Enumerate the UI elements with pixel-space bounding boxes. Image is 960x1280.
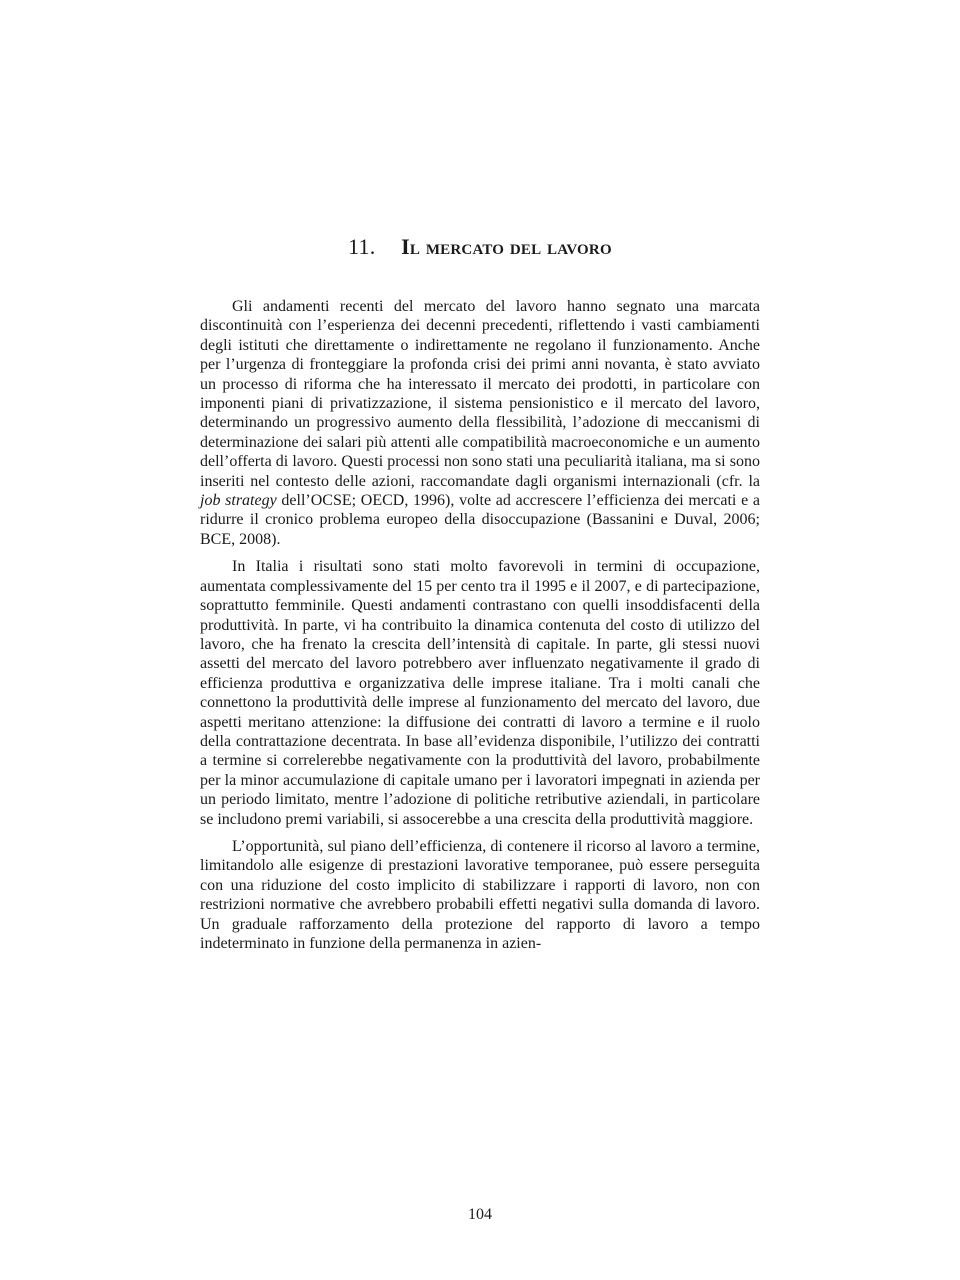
- paragraph-1-italic-term: job strategy: [200, 492, 277, 510]
- page-number: 104: [468, 1206, 492, 1223]
- paragraph-2: In Italia i risultati sono stati molto favorevoli in termini di occupazione, aumentata complessivamente del 15 per cento tra il 1995 e il 2007, e di partecipazione, soprattutto femminile. Questi andamenti contrastano con quelli insoddisfacenti della produttività. In parte, vi ha contribuito la dinamica contenuta del costo di utilizzo del lavoro, che ha frenato la crescita dell’intensità di capitale. In parte, gli stessi nuovi assetti del mercato del lavoro potrebbero aver influenzato negativamente il grado di efficienza produttiva e organizzativa delle imprese italiane. Tra i molti canali che connettono la produttività delle imprese al funzionamento del mercato del lavoro, due aspetti meritano attenzione: la diffusione dei contratti di lavoro a termine e il ruolo della contrattazione decentrata. In base all’evidenza disponibile, l’utilizzo dei contratti a termine si correlerebbe negativamente con la produttività del lavoro, probabilmente per la minor accumulazione di capitale umano per i lavoratori impegnati in azienda per un periodo limitato, mentre l’adozione di politiche retributive aziendali, in particolare se includono premi variabili, si assocerebbe a una crescita della produttività maggiore.: [200, 558, 760, 828]
- body-text: [200, 297, 760, 961]
- chapter-number: 11.: [348, 234, 376, 259]
- chapter-title: Il mercato del lavoro: [401, 234, 612, 259]
- chapter-heading: [200, 234, 760, 260]
- paragraph-1-part-3: dell’OCSE; OECD, 1996), volte ad accrescere l’efficienza dei mercati e a ridurre il cronico problema europeo della disoccupazione (Bassanini e Duval, 2006; BCE, 2008).: [200, 492, 760, 548]
- paragraph-1: [200, 297, 760, 549]
- paragraph-3: L’opportunità, sul piano dell’efficienza, di contenere il ricorso al lavoro a termine, limitandolo alle esigenze di prestazioni lavorative temporanee, può essere perseguita con una riduzione del costo implicito di stabilizzare i rapporti di lavoro, non con restrizioni normative che avrebbero probabili effetti negativi sulla domanda di lavoro. Un graduale rafforzamento della protezione del rapporto di lavoro a tempo indeterminato in funzione della permanenza in azien-: [200, 837, 760, 952]
- paragraph-1-part-1: Gli andamenti recenti del mercato del lavoro hanno segnato una marcata discontinuità con l’esperienza dei decenni precedenti, riflettendo i vasti cambiamenti degli istituti che direttamente o indirettamente ne regolano il funzionamento. Anche per l’urgenza di fronteggiare la profonda crisi dei primi anni novanta, è stato avviato un processo di riforma che ha interessato il mercato dei prodotti, in particolare con imponenti piani di privatizzazione, il sistema pensionistico e il mercato del lavoro, determinando un progressivo aumento della flessibilità, l’adozione di meccanismi di determinazione dei salari più attenti alle compatibilità macroeconomiche e un aumento dell’offerta di lavoro. Questi processi non sono stati una peculiarità italiana, ma si sono inseriti nel contesto delle azioni, raccomandate dagli organismi internazionali (cfr. la: [200, 298, 760, 490]
